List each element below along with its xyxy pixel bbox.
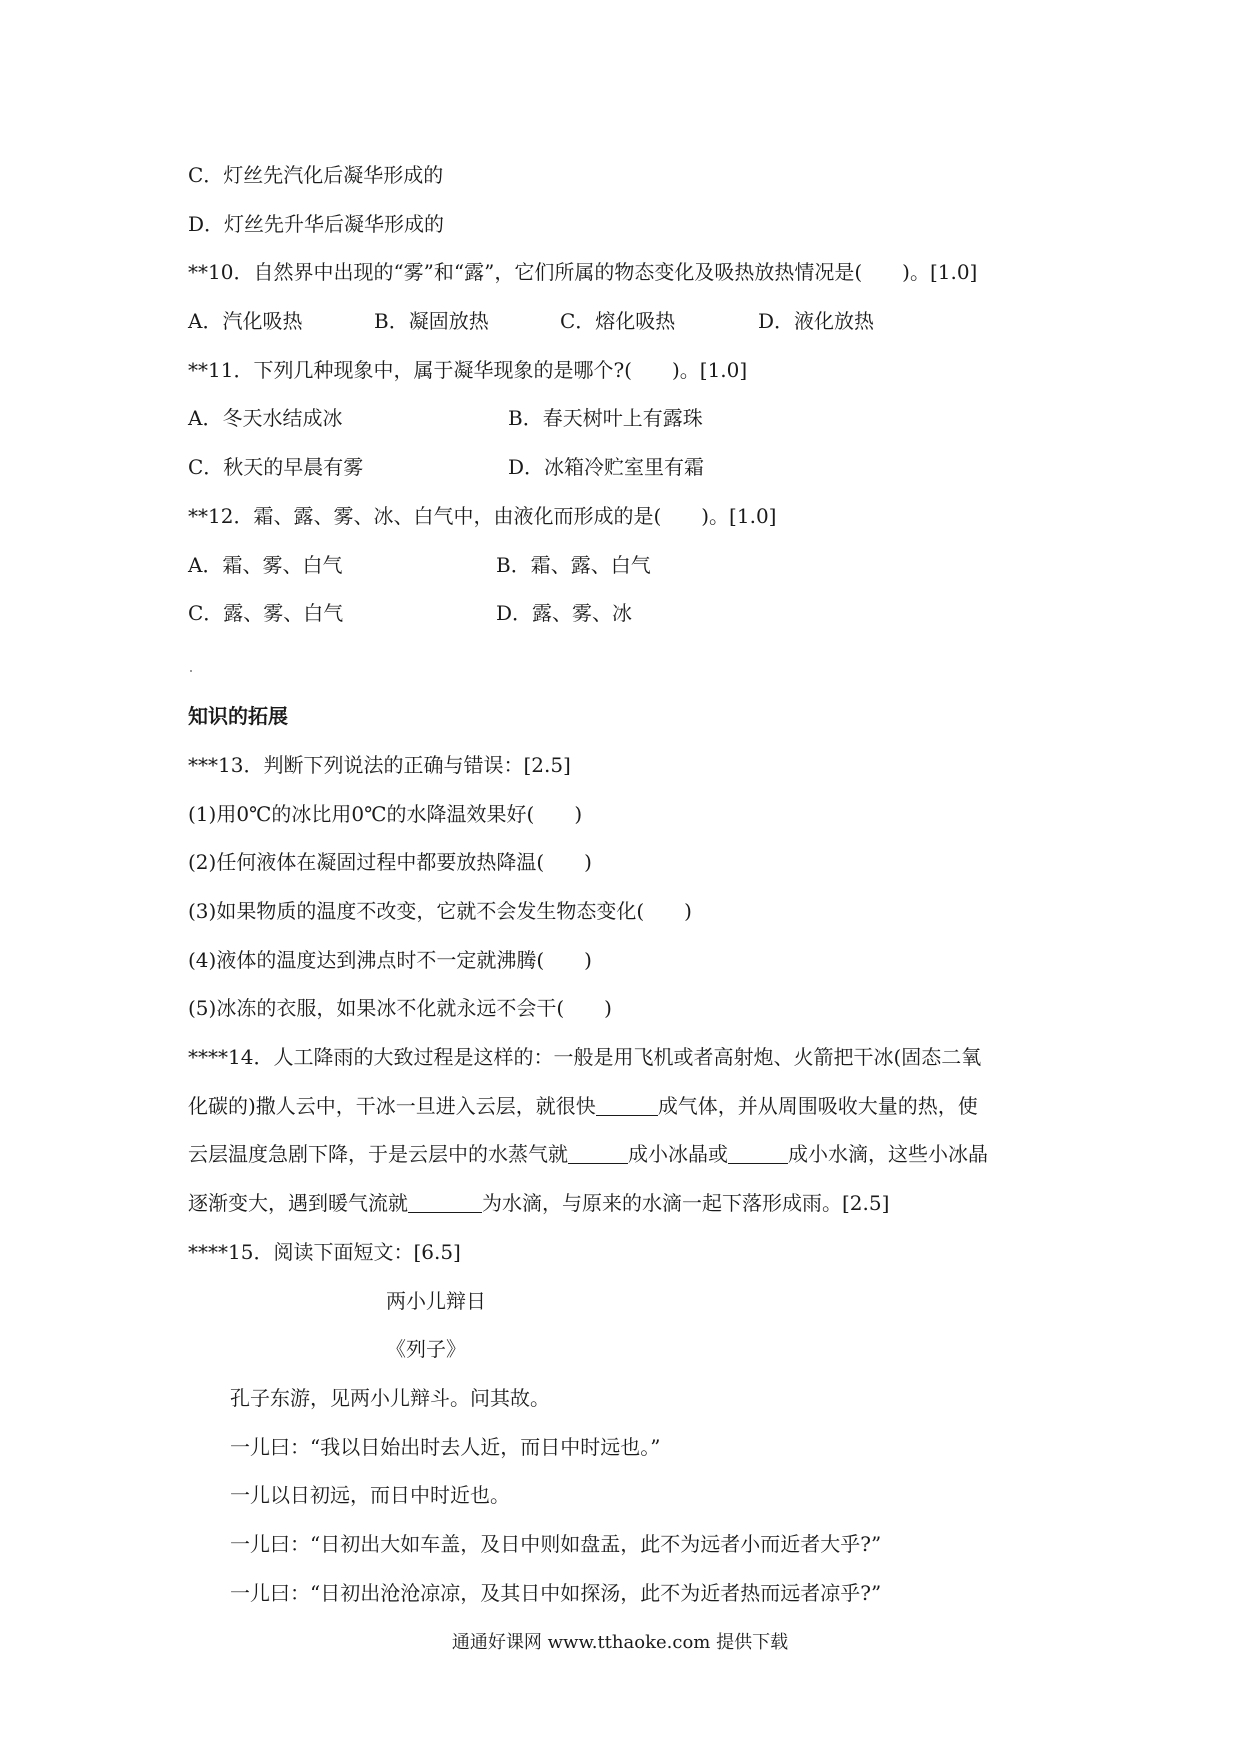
q13-item-2: (2)任何液体在凝固过程中都要放热降温( ) (188, 850, 592, 874)
q11-option-a: A．冬天水结成冰 (188, 406, 343, 430)
q14-text-3b: 成小冰晶或 (628, 1142, 728, 1166)
q9-option-c: C．灯丝先汽化后凝华形成的 (188, 163, 444, 187)
question-11: **11．下列几种现象中，属于凝华现象的是哪个?( )。[1.0] (188, 358, 748, 382)
q10-option-c: C．熔化吸热 (560, 309, 676, 333)
q9-option-d: D．灯丝先升华后凝华形成的 (188, 212, 445, 236)
q14-text-4b: 为水滴，与原来的水滴一起下落形成雨。[2.5] (482, 1191, 890, 1215)
question-14-line-2 (188, 1092, 978, 1120)
q14-text-2a: 化碳的)撒人云中，干冰一旦进入云层，就很快 (188, 1094, 596, 1118)
q10-option-b: B．凝固放热 (374, 309, 489, 333)
q10-option-a: A．汽化吸热 (188, 309, 303, 333)
question-14-line-1: ****14．人工降雨的大致过程是这样的：一般是用飞机或者高射炮、火箭把干冰(固态二氧 (188, 1045, 982, 1069)
passage-paragraph-2: 一儿曰：“我以日始出时去人近，而日中时远也。” (230, 1435, 661, 1459)
stray-mark (190, 670, 192, 672)
q14-text-2b: 成气体，并从周围吸收大量的热，使 (657, 1094, 978, 1118)
q14-text-3a: 云层温度急剧下降，于是云层中的水蒸气就 (188, 1142, 568, 1166)
q12-option-c: C．露、雾、白气 (188, 601, 344, 625)
section-heading: 知识的拓展 (188, 704, 288, 728)
page-footer: 通通好课网 www.tthaoke.com 提供下载 (451, 1632, 789, 1653)
question-14-line-4 (188, 1189, 889, 1217)
q11-option-b: B．春天树叶上有露珠 (508, 406, 703, 430)
q13-item-3: (3)如果物质的温度不改变，它就不会发生物态变化( ) (188, 899, 692, 923)
q13-item-4: (4)液体的温度达到沸点时不一定就沸腾( ) (188, 948, 592, 972)
question-15: ****15．阅读下面短文：[6.5] (188, 1240, 461, 1264)
q11-option-c: C．秋天的早晨有雾 (188, 455, 364, 479)
passage-paragraph-3: 一儿以日初远，而日中时近也。 (230, 1483, 510, 1507)
q11-option-d: D．冰箱冷贮室里有霜 (508, 455, 705, 479)
passage-author: 《列子》 (386, 1337, 466, 1361)
q12-option-a: A．霜、雾、白气 (188, 553, 343, 577)
q14-blank-1 (596, 1093, 658, 1116)
question-12: **12．霜、露、雾、冰、白气中，由液化而形成的是( )。[1.0] (188, 504, 777, 528)
passage-paragraph-5: 一儿曰：“日初出沧沧凉凉，及其日中如探汤，此不为近者热而远者凉乎?” (230, 1581, 882, 1605)
q13-item-5: (5)冰冻的衣服，如果冰不化就永远不会干( ) (188, 996, 612, 1020)
passage-paragraph-1: 孔子东游，见两小儿辩斗。问其故。 (230, 1386, 550, 1410)
passage-title: 两小儿辩日 (386, 1289, 486, 1313)
question-10: **10．自然界中出现的“雾”和“露”，它们所属的物态变化及吸热放热情况是( )。[1.0] (188, 260, 978, 284)
q14-blank-3 (728, 1141, 788, 1164)
q14-text-3c: 成小水滴，这些小冰晶 (788, 1142, 988, 1166)
q12-option-d: D．露、雾、冰 (496, 601, 633, 625)
q10-option-d: D．液化放热 (758, 309, 875, 333)
passage-paragraph-4: 一儿曰：“日初出大如车盖，及日中则如盘盂，此不为远者小而近者大乎?” (230, 1532, 882, 1556)
question-14-line-3 (188, 1140, 988, 1168)
question-13: ***13．判断下列说法的正确与错误：[2.5] (188, 753, 571, 777)
q14-text-4a: 逐渐变大，遇到暖气流就 (188, 1191, 408, 1215)
q14-blank-2 (568, 1141, 628, 1164)
q13-item-1: (1)用0℃的冰比用0℃的水降温效果好( ) (188, 802, 583, 826)
q12-option-b: B．霜、露、白气 (496, 553, 651, 577)
q14-blank-4 (408, 1190, 482, 1213)
